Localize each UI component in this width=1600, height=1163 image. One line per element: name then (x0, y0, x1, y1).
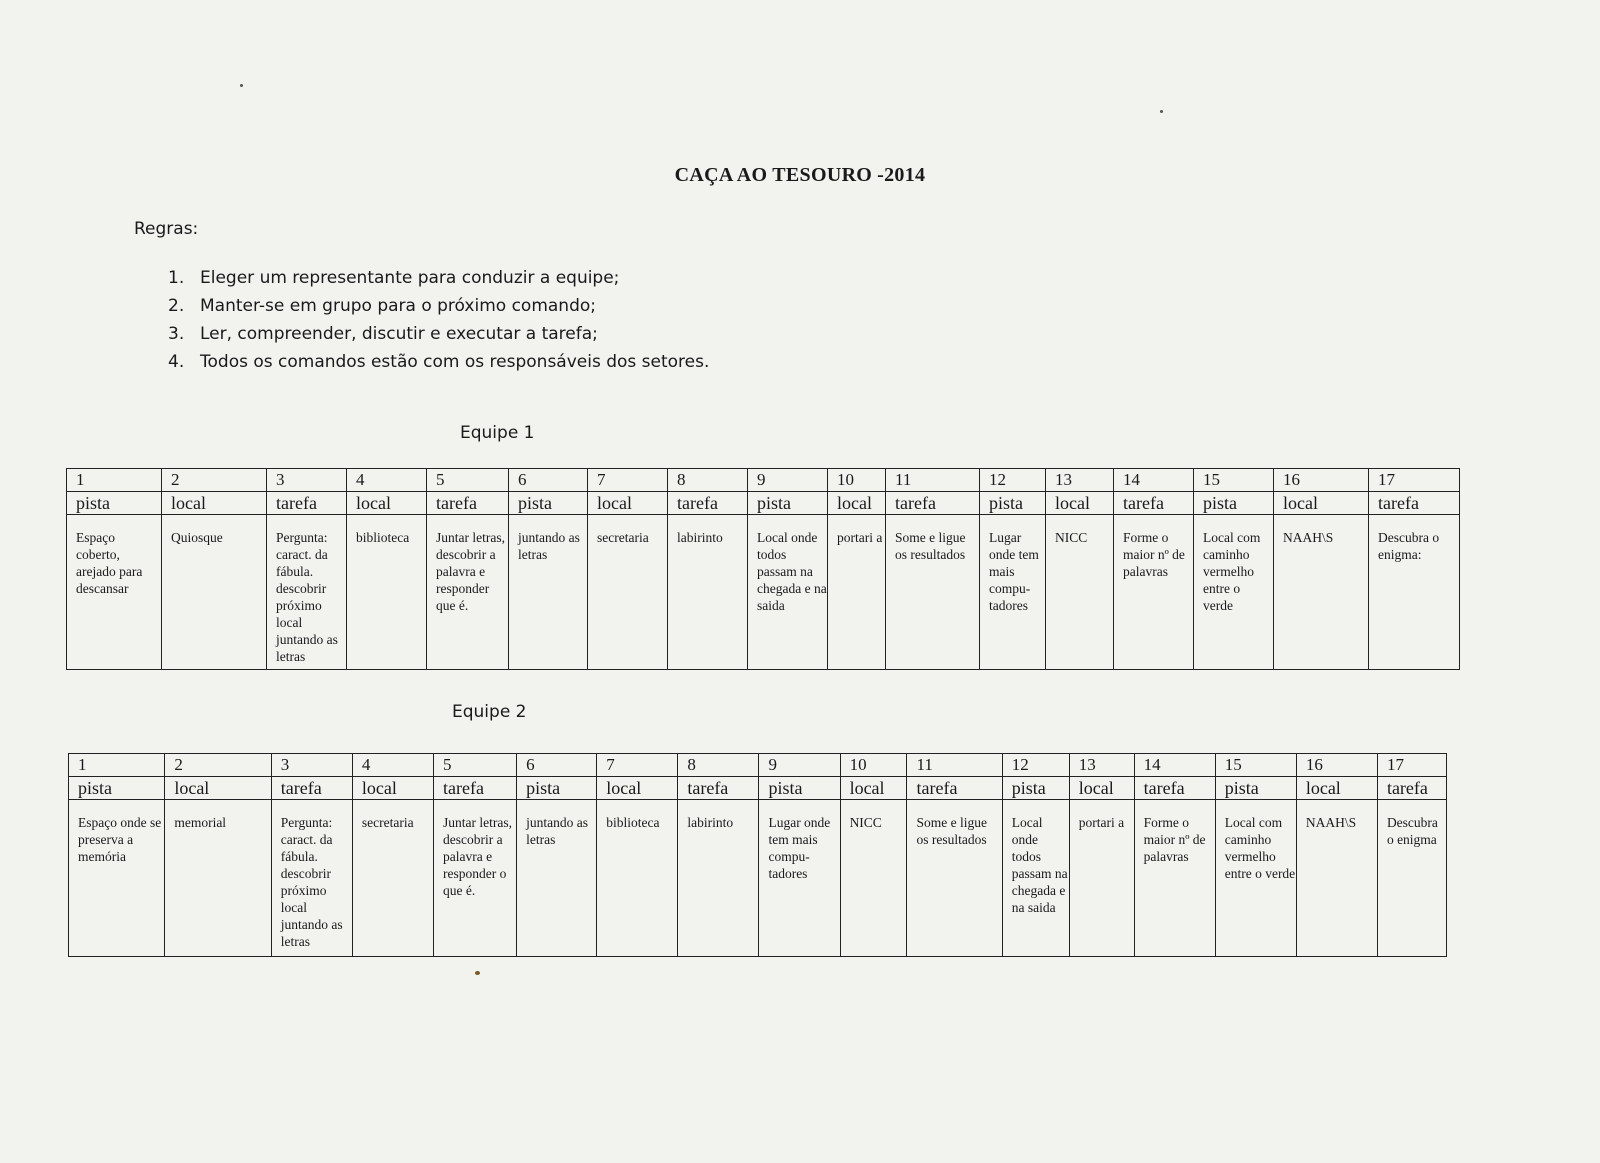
rule-item (168, 292, 709, 320)
type-cell: local (162, 492, 267, 515)
rule-item (168, 264, 709, 292)
team-2-table (68, 753, 1447, 957)
page-title (0, 164, 1600, 187)
type-cell: local (1274, 492, 1369, 515)
description-cell: Forme o maior nº de palavras (1114, 515, 1194, 670)
number-cell: 11 (886, 469, 980, 492)
number-cell: 17 (1377, 754, 1446, 777)
description-cell: Pergunta: caract. da fábula. descobrir próximo local juntando as letras (271, 800, 352, 957)
table-row (67, 515, 1460, 670)
number-cell: 15 (1215, 754, 1296, 777)
description-cell: Juntar letras, descobrir a palavra e responder que é. (427, 515, 509, 670)
number-cell: 13 (1046, 469, 1114, 492)
rule-text: Ler, compreender, discutir e executar a tarefa; (200, 324, 598, 344)
type-cell: tarefa (678, 777, 759, 800)
description-cell: labirinto (678, 800, 759, 957)
description-cell: NAAH\S (1296, 800, 1377, 957)
description-cell: portari a (828, 515, 886, 670)
type-cell: pista (517, 777, 597, 800)
type-cell: pista (1002, 777, 1069, 800)
type-cell: local (828, 492, 886, 515)
number-cell: 7 (597, 754, 678, 777)
title-text: CAÇA AO TESOURO (674, 164, 873, 186)
number-cell: 15 (1194, 469, 1274, 492)
type-cell: tarefa (668, 492, 748, 515)
table-row (69, 777, 1447, 800)
rule-number: 1. (168, 268, 185, 288)
number-cell: 3 (267, 469, 347, 492)
number-cell: 6 (509, 469, 588, 492)
type-cell: tarefa (427, 492, 509, 515)
rules-heading: Regras: (134, 219, 199, 239)
type-cell: pista (1194, 492, 1274, 515)
description-cell: Lugar onde tem mais compu-tadores (980, 515, 1046, 670)
description-cell: Quiosque (162, 515, 267, 670)
type-cell: tarefa (434, 777, 517, 800)
description-cell: Espaço onde se preserva a memória (69, 800, 165, 957)
description-cell: Lugar onde tem mais compu-tadores (759, 800, 840, 957)
number-cell: 6 (517, 754, 597, 777)
description-cell: secretaria (352, 800, 433, 957)
number-cell: 1 (69, 754, 165, 777)
rule-item (168, 348, 709, 376)
description-cell: Pergunta: caract. da fábula. descobrir próximo local juntando as letras (267, 515, 347, 670)
number-cell: 12 (980, 469, 1046, 492)
type-cell: pista (67, 492, 162, 515)
number-cell: 5 (427, 469, 509, 492)
number-cell: 3 (271, 754, 352, 777)
type-cell: local (1296, 777, 1377, 800)
type-cell: pista (748, 492, 828, 515)
description-cell: Some e ligue os resultados (886, 515, 980, 670)
rule-item (168, 320, 709, 348)
description-cell: Descubra o enigma (1377, 800, 1446, 957)
description-cell: portari a (1069, 800, 1134, 957)
table-row (69, 800, 1447, 957)
type-cell: tarefa (271, 777, 352, 800)
number-cell: 2 (165, 754, 271, 777)
description-cell: NICC (840, 800, 907, 957)
table-row (69, 754, 1447, 777)
rules-list (168, 264, 709, 376)
number-cell: 9 (748, 469, 828, 492)
team-2-label: Equipe 2 (452, 702, 527, 722)
description-cell: biblioteca (597, 800, 678, 957)
description-cell: Local com caminho vermelho entre o verde (1194, 515, 1274, 670)
type-cell: local (1069, 777, 1134, 800)
type-cell: tarefa (1114, 492, 1194, 515)
type-cell: local (1046, 492, 1114, 515)
type-cell: pista (980, 492, 1046, 515)
table-row (67, 492, 1460, 515)
number-cell: 14 (1134, 754, 1215, 777)
description-cell: secretaria (588, 515, 668, 670)
number-cell: 17 (1369, 469, 1460, 492)
number-cell: 13 (1069, 754, 1134, 777)
scan-speck (475, 971, 480, 975)
number-cell: 5 (434, 754, 517, 777)
description-cell: Some e ligue os resultados (907, 800, 1002, 957)
type-cell: tarefa (886, 492, 980, 515)
description-cell: memorial (165, 800, 271, 957)
description-cell: Forme o maior nº de palavras (1134, 800, 1215, 957)
type-cell: local (588, 492, 668, 515)
description-cell: NAAH\S (1274, 515, 1369, 670)
number-cell: 14 (1114, 469, 1194, 492)
number-cell: 8 (678, 754, 759, 777)
type-cell: pista (69, 777, 165, 800)
description-cell: juntando as letras (517, 800, 597, 957)
title-year: -2014 (877, 164, 926, 186)
number-cell: 10 (840, 754, 907, 777)
description-cell: biblioteca (347, 515, 427, 670)
type-cell: tarefa (267, 492, 347, 515)
type-cell: local (165, 777, 271, 800)
type-cell: tarefa (1369, 492, 1460, 515)
rule-text: Eleger um representante para conduzir a equipe; (200, 268, 620, 288)
team-1-label: Equipe 1 (460, 423, 535, 443)
number-cell: 16 (1296, 754, 1377, 777)
number-cell: 4 (347, 469, 427, 492)
type-cell: pista (1215, 777, 1296, 800)
type-cell: local (347, 492, 427, 515)
number-cell: 8 (668, 469, 748, 492)
description-cell: Descubra o enigma: (1369, 515, 1460, 670)
rule-number: 3. (168, 324, 185, 344)
rule-number: 4. (168, 352, 185, 372)
description-cell: NICC (1046, 515, 1114, 670)
description-cell: Local onde todos passam na chegada e na saida (748, 515, 828, 670)
rule-text: Todos os comandos estão com os responsáveis dos setores. (200, 352, 710, 372)
description-cell: Local com caminho vermelho entre o verde (1215, 800, 1296, 957)
scan-speck (240, 84, 243, 87)
description-cell: Espaço coberto, arejado para descansar (67, 515, 162, 670)
number-cell: 2 (162, 469, 267, 492)
team-1-table (66, 468, 1460, 670)
number-cell: 12 (1002, 754, 1069, 777)
rule-text: Manter-se em grupo para o próximo comando; (200, 296, 596, 316)
type-cell: tarefa (1134, 777, 1215, 800)
description-cell: Local onde todos passam na chegada e na saida (1002, 800, 1069, 957)
scan-speck (1160, 110, 1163, 113)
table-row (67, 469, 1460, 492)
number-cell: 10 (828, 469, 886, 492)
type-cell: local (840, 777, 907, 800)
number-cell: 16 (1274, 469, 1369, 492)
description-cell: Juntar letras, descobrir a palavra e responder o que é. (434, 800, 517, 957)
type-cell: local (597, 777, 678, 800)
number-cell: 7 (588, 469, 668, 492)
type-cell: tarefa (1377, 777, 1446, 800)
number-cell: 9 (759, 754, 840, 777)
type-cell: local (352, 777, 433, 800)
number-cell: 11 (907, 754, 1002, 777)
rule-number: 2. (168, 296, 185, 316)
description-cell: juntando as letras (509, 515, 588, 670)
number-cell: 1 (67, 469, 162, 492)
description-cell: labirinto (668, 515, 748, 670)
type-cell: pista (509, 492, 588, 515)
number-cell: 4 (352, 754, 433, 777)
type-cell: pista (759, 777, 840, 800)
type-cell: tarefa (907, 777, 1002, 800)
